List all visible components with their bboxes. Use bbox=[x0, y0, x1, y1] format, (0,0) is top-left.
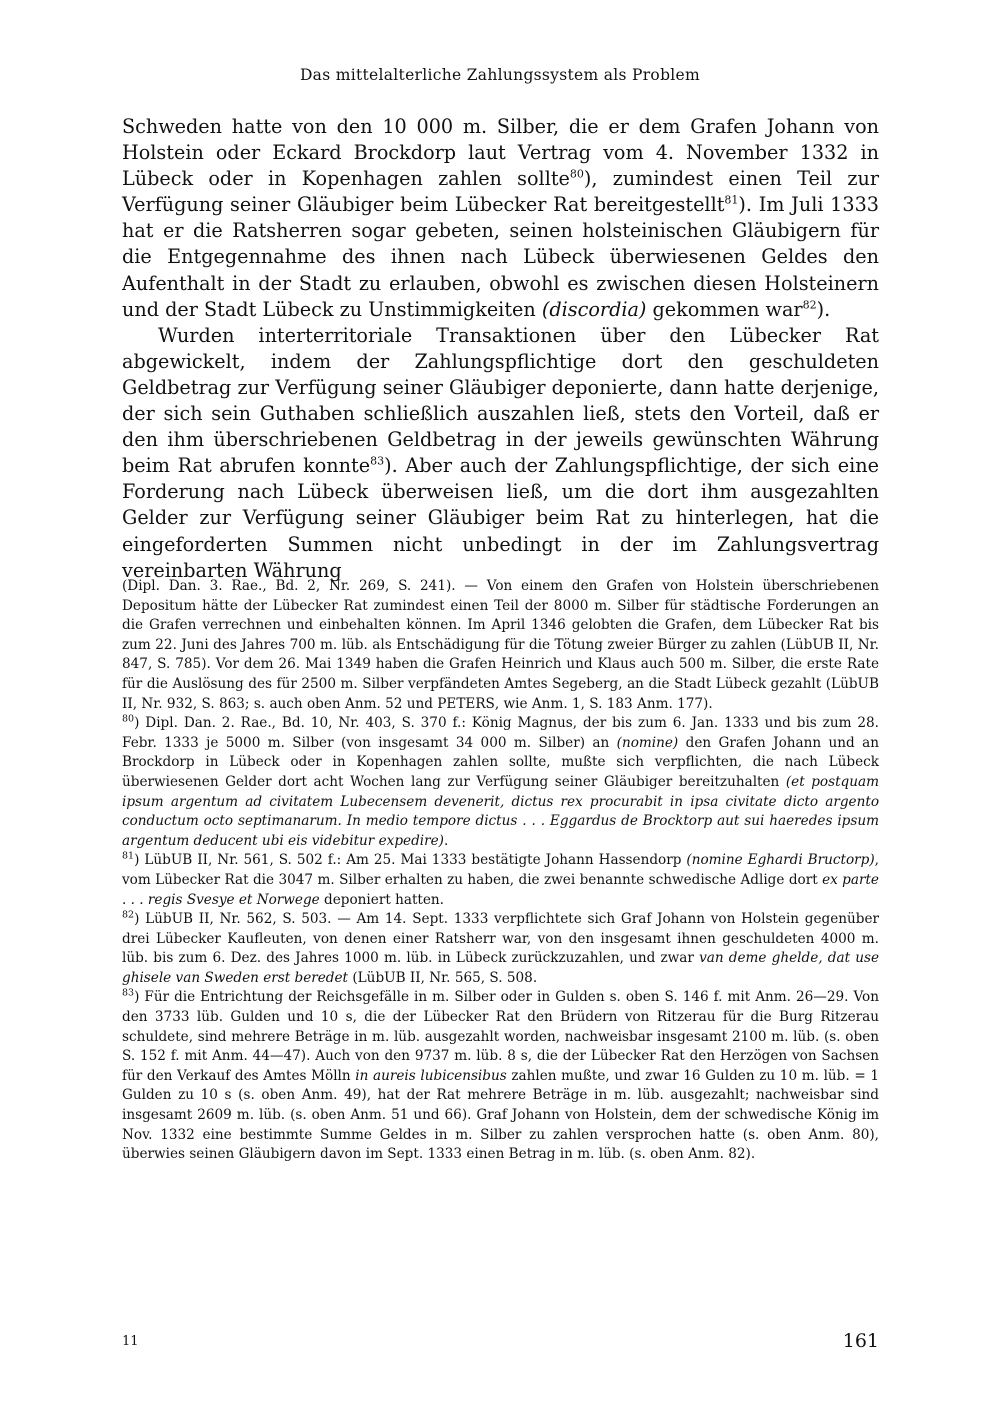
footnote-82 bbox=[122, 910, 879, 988]
text-run: ) Für die Entrichtung der Reichsgefälle in m. Silber oder in Gulden s. oben S. 146 f. mit Anm. 26—29. Von den 3733 lüb. Gulden und 10 s, die der Lübecker Rat den Brüdern von Ritzerau für die Burg Ritzerau schuldete, sind mehrere Beträge in m. lüb. ausgezahlt worden, nachweisbar insgesamt 2100 m. lüb. (s. oben S. 152 f. mit Anm. 44—47). Auch von den 9737 m. lüb. 8 s, die der Lübecker Rat den Herzögen von Sachsen für den Verkauf des Amtes Mölln bbox=[122, 989, 879, 1084]
signature-mark: 11 bbox=[122, 1334, 139, 1349]
footnote-ref-83: 83 bbox=[370, 454, 385, 468]
text-run: ). Im Juli 1333 hat er die Ratsherren sogar gebeten, seinen holsteinischen Gläubigern für die Entgegennahme des ihnen nach Lübeck überwiesenen Geldes den Aufenthalt in der Stadt zu erlauben, obwohl es zwischen diesen Holsteinern und der Stadt Lübeck zu Unstimmigkeiten bbox=[122, 193, 880, 321]
page-number: 161 bbox=[842, 1330, 879, 1352]
text-run: Wurden interterritoriale Transaktionen über den Lübecker Rat abgewickelt, indem der Zahlungspflichtige dort den geschuldeten Geldbetrag zur Verfügung seiner Gläubiger deponierte, dann hatte derjenige, der sich sein Guthaben schließlich auszahlen ließ, stets den Vorteil, daß er den ihm überschriebenen Geldbetrag in der jeweils gewünschten Währung beim Rat abrufen konnte bbox=[122, 323, 879, 478]
footnote-ref-80: 80 bbox=[569, 167, 584, 181]
latin-term: (nomine Eghardi Bructorp) bbox=[686, 852, 875, 869]
latin-quote: (et postquam ipsum argentum ad civitatem Lubecensem devenerit, dictus rex procurabit in ipsa civitate dicto argento conductum octo septimanarum. In medio tempore dictus . . . Eggardus de Brocktorp aut sui haeredes ipsum argentum deducent ubi eis videbitur expedire) bbox=[122, 773, 879, 849]
footnote-80 bbox=[122, 714, 879, 851]
latin-term: (nomine) bbox=[616, 734, 679, 751]
footnote-number: 81 bbox=[122, 850, 135, 862]
text-run: Schweden hatte von den 10 000 m. Silber, die er dem Grafen Johann von Holstein oder Eckard Brockdorp laut Vertrag vom 4. November 1332 in Lübeck oder in Kopenhagen zahlen sollte bbox=[122, 115, 879, 191]
main-text bbox=[122, 114, 879, 584]
latin-quote: ex parte . . . regis Svesye et Norwege bbox=[122, 871, 879, 908]
latin-term: (discordia) bbox=[541, 297, 647, 321]
low-german-quote: van deme ghelde, dat use ghisele van Sweden erst beredet bbox=[122, 950, 879, 986]
text-run: zahlen mußte, und zwar 16 Gulden zu 10 m. lüb. = 1 Gulden zu 10 s (s. oben Anm. 49), hat der Rat mehrere Beträge in m. lüb. ausgezahlt; nachweisbar sind insgesamt 2609 m. lüb. (s. oben Anm. 51 und 66). Graf Johann von Holstein, dem der schwedische König im Nov. 1332 eine bestimmte Summe Geldes in m. Silber zu zahlen versprochen hatte (s. oben Anm. 80), überwies seinen Gläubigern davon im Sept. 1333 einen Betrag in m. lüb. (s. oben Anm. 82). bbox=[122, 1067, 879, 1163]
text-run: gekommen war bbox=[646, 297, 803, 321]
author-name: PETERS bbox=[437, 695, 495, 712]
text-run: ) LübUB II, Nr. 561, S. 502 f.: Am 25. Mai 1333 bestätigte Johann Hassendorp bbox=[134, 852, 687, 869]
paragraph-1 bbox=[122, 114, 879, 323]
footnote-number: 82 bbox=[122, 909, 135, 921]
footnotes bbox=[122, 577, 879, 1165]
latin-term: in aureis lubicensibus bbox=[355, 1067, 507, 1084]
text-run: ). bbox=[816, 297, 831, 321]
text-run: ) Dipl. Dan. 2. Rae., Bd. 10, Nr. 403, S. 370 f.: König Magnus, der bis zum 6. Jan. 1333 und bis zum 28. Febr. 1333 je 5000 m. Silber (von insgesamt 34 000 m. Silber) an bbox=[122, 715, 879, 751]
text-run: . bbox=[443, 832, 449, 849]
footnote-81 bbox=[122, 851, 879, 910]
footnote-79-continued bbox=[122, 577, 879, 714]
footnote-number: 83 bbox=[122, 987, 135, 999]
text-run: ). Aber auch der Zahlungspflichtige, der sich eine Forderung nach Lübeck überweisen ließ, um die dort ihm ausgezahlten Gelder zur Verfügung seiner Gläubiger beim Rat zu hinterlegen, hat die eingeforderten Summen nicht unbedingt in der im Zahlungsvertrag vereinbarten Währung bbox=[122, 454, 879, 582]
running-head: Das mittelalterliche Zahlungssystem als Problem bbox=[299, 66, 701, 84]
text-run: ), zumindest einen Teil zur Verfügung seiner Gläubiger beim Lübecker Rat bereitgestellt bbox=[122, 167, 879, 217]
paragraph-2 bbox=[122, 323, 879, 584]
text-run: , vom Lübecker Rat die 3047 m. Silber erhalten zu haben, die zwei benannte schwedische Adlige dort bbox=[122, 852, 879, 888]
text-run: (LübUB II, Nr. 565, S. 508. bbox=[348, 969, 538, 986]
text-run: den Grafen Johann und an Brockdorp in Lübeck oder in Kopenhagen zahlen sollte, mußte sich verpflichten, die nach Lübeck überwiesenen Gelder dort acht Wochen lang zur Verfügung seiner Gläubiger bereitzuhalten bbox=[122, 734, 879, 790]
text-run: (Dipl. Dan. 3. Rae., Bd. 2, Nr. 269, S. 241). — Von einem den Grafen von Holstein überschriebenen Depositum hätte der Lübecker Rat zumindest einen Teil der 8000 m. Silber für städtische Forderungen an die Grafen verrechnen und einbehalten können. Im April 1346 gelobten die Grafen, dem Lübecker Rat bis zum 22. Juni des Jahres 700 m. lüb. als Entschädigung für die Tötung zweier Bürger zu zahlen (LübUB II, Nr. 847, S. 785). Vor dem 26. Mai 1349 haben die Grafen Heinrich und Klaus auch 500 m. Silber, die erste Rate für die Auslösung des für 2500 m. Silber verpfändeten Amtes Segeberg, an die Stadt Lübeck gezahlt (LübUB II, Nr. 932, S. 863; s. auch oben Anm. 52 und bbox=[122, 578, 879, 712]
footnote-number: 80 bbox=[122, 713, 135, 725]
text-run: , wie Anm. 1, S. 183 Anm. 177). bbox=[494, 695, 713, 712]
footnote-83 bbox=[122, 988, 879, 1164]
footnote-ref-82: 82 bbox=[802, 298, 817, 312]
text-run: ) LübUB II, Nr. 562, S. 503. — Am 14. Sept. 1333 verpflichtete sich Graf Johann von Holstein gegenüber drei Lübecker Kaufleuten, von denen einer Ratsherr war, von den insgesamt ihnen geschuldeten 4000 m. lüb. bis zum 6. Dez. des Jahres 1000 m. lüb. in Lübeck zurückzuzahlen, und zwar bbox=[122, 911, 879, 967]
text-run: deponiert hatten. bbox=[319, 891, 445, 908]
footnote-ref-81: 81 bbox=[724, 193, 739, 207]
